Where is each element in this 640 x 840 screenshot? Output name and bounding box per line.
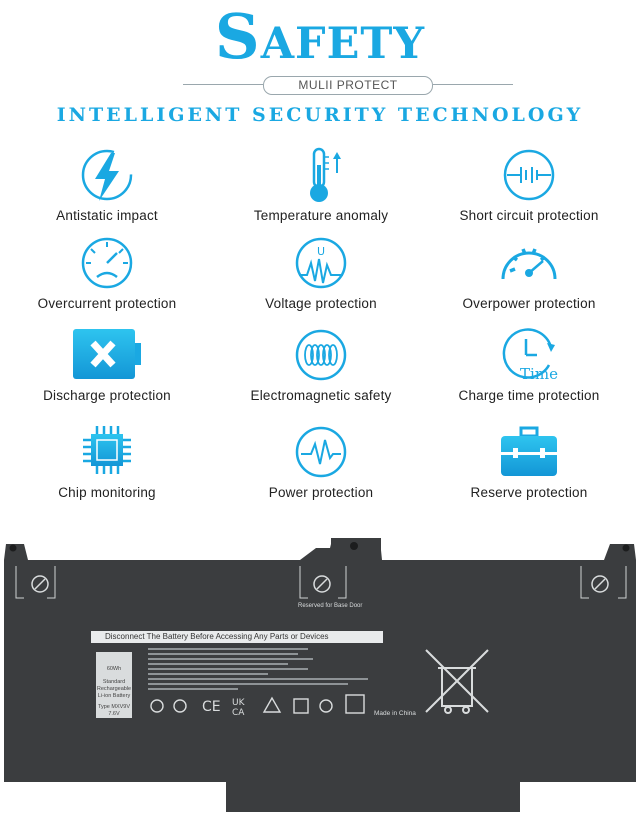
feature-label: Chip monitoring [58, 485, 156, 500]
feature-antistatic [2, 145, 212, 225]
speedometer-icon [493, 233, 565, 295]
feature-short-circuit [424, 145, 634, 225]
svg-text:CE: CE [202, 699, 221, 715]
badge: MULII PROTECT [263, 76, 433, 95]
spec-sticker [96, 652, 132, 718]
reserved-label: Reserved for Base Door [298, 603, 363, 609]
svg-text:CA: CA [232, 708, 245, 718]
capacity: 60Wh [106, 666, 122, 672]
lightning-bolt-icon [71, 145, 143, 207]
made-in-label: Made in China [374, 710, 416, 717]
feature-label: Voltage protection [265, 296, 377, 311]
page-title: Safety [214, 0, 426, 73]
feature-charge-time [424, 325, 634, 405]
svg-text:UK: UK [232, 698, 245, 708]
clock-time-icon [493, 325, 565, 387]
chip-icon [71, 422, 143, 484]
tagline: INTELLIGENT SECURITY TECHNOLOGY [56, 104, 584, 126]
model: Type MXV9V [97, 704, 131, 710]
voltage: 7.6V [108, 711, 120, 717]
battery-x-icon [71, 325, 143, 387]
feature-label: Reserve protection [470, 485, 588, 500]
feature-label: Overcurrent protection [37, 296, 177, 311]
circuit-icon [493, 145, 565, 207]
feature-electromagnetic [216, 325, 426, 405]
battery-warning: Disconnect The Battery Before Accessing Any Parts or Devices [91, 631, 383, 643]
sticker-line1: Rechargeable [96, 686, 132, 692]
feature-reserve [424, 422, 634, 502]
feature-label: Short circuit protection [459, 208, 599, 223]
svg-text:Time: Time [520, 365, 558, 383]
heartbeat-icon [285, 422, 357, 484]
feature-power [216, 422, 426, 502]
feature-voltage [216, 233, 426, 313]
feature-label: Electromagnetic safety [250, 388, 392, 403]
thermometer-icon [285, 145, 357, 207]
divider-left [183, 84, 263, 85]
battery-type: Standard [102, 679, 126, 685]
feature-temperature [216, 145, 426, 225]
sad-gauge-icon [71, 233, 143, 295]
voltage-wave-icon [285, 233, 357, 295]
feature-label: Overpower protection [462, 296, 596, 311]
feature-overcurrent [2, 233, 212, 313]
feature-label: Power protection [268, 485, 374, 500]
coil-icon [285, 325, 357, 387]
svg-text:U: U [316, 245, 326, 258]
feature-discharge [2, 325, 212, 405]
feature-label: Antistatic impact [56, 208, 158, 223]
feature-overpower [424, 233, 634, 313]
feature-label: Temperature anomaly [253, 208, 389, 223]
feature-label: Charge time protection [458, 388, 600, 403]
feature-label: Discharge protection [43, 388, 171, 403]
sticker-line2: Li-ion Battery [97, 693, 131, 699]
toolbox-icon [493, 422, 565, 484]
feature-chip [2, 422, 212, 502]
divider-right [433, 84, 513, 85]
